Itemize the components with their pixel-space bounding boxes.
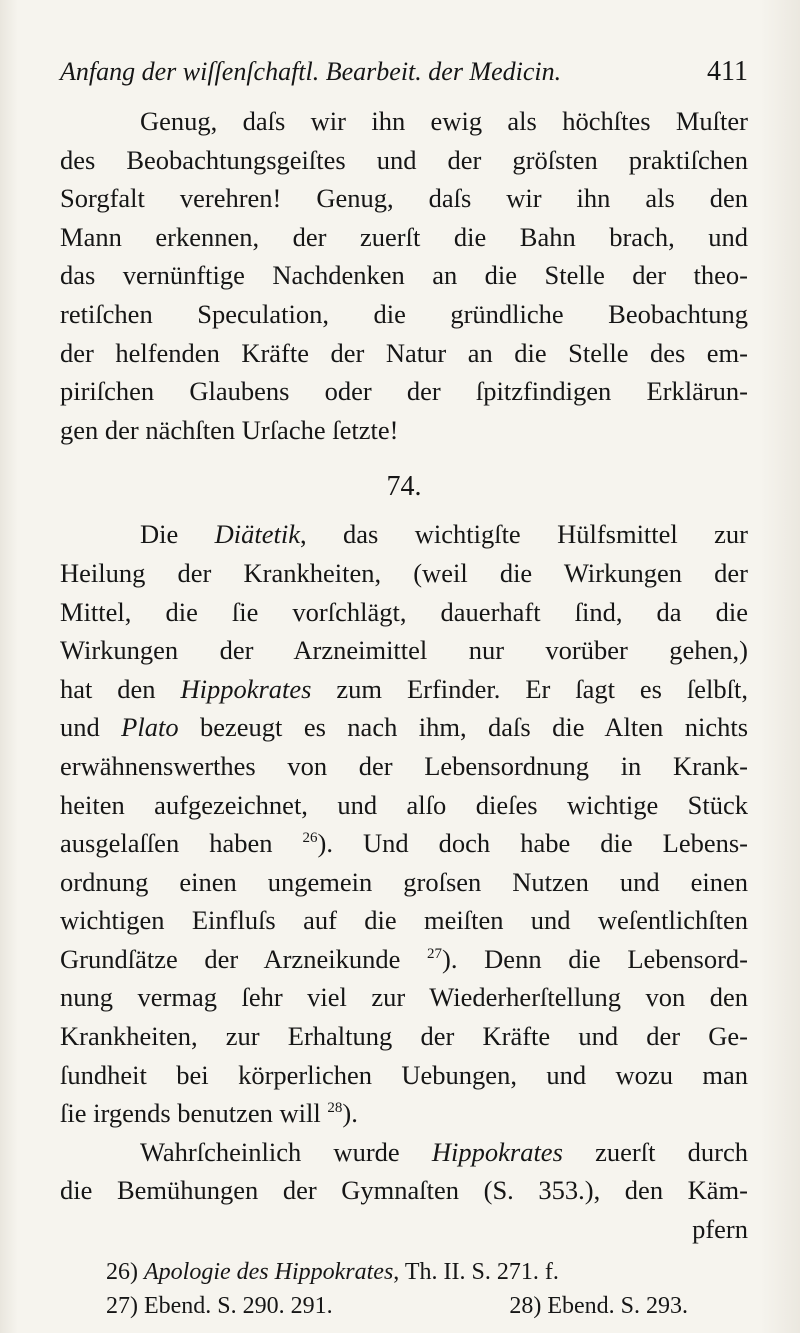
footnote-26 xyxy=(106,1255,748,1289)
text-line xyxy=(60,1094,748,1133)
text-run: zuerſt durch xyxy=(562,1136,748,1167)
text-line: nung vermag ſehr viel zur Wiederherſtellung von den xyxy=(60,982,748,1013)
text-run: und xyxy=(60,712,122,743)
footnote-citation: , Th. II. S. 271. f. xyxy=(393,1258,559,1285)
text-line: Krankheiten, zur Erhaltung der Kräfte und der Ge- xyxy=(60,1021,748,1052)
text-line: der helfenden Kräfte der Natur an die Stelle des em- xyxy=(60,337,748,368)
text-line: ordnung einen ungemein groſsen Nutzen und einen xyxy=(60,866,748,897)
footnote-title: Apologie des Hippokrates xyxy=(144,1258,394,1285)
text-line: wichtigen Einfluſs auf die meiſten und weſentlichſten xyxy=(60,905,748,936)
text-line: gen der nächſten Urſache ſetzte! xyxy=(60,414,399,445)
footnotes xyxy=(60,1255,748,1323)
footnote-ref: 26 xyxy=(302,830,318,847)
footnote-27: 27) Ebend. S. 290. 291. xyxy=(106,1292,333,1319)
text-line: ſundheit bei körperlichen Uebungen, und wozu man xyxy=(60,1059,748,1090)
text-line xyxy=(60,1133,748,1172)
text-run: hat den xyxy=(60,673,181,704)
text-line: Heilung der Krankheiten, (weil die Wirkungen der xyxy=(60,557,748,588)
text-line: Wirkungen der Arzneimittel nur vorüber gehen,) xyxy=(60,635,748,666)
text-run: ausgelaſſen haben xyxy=(60,828,303,859)
text-run: Grundſätze der Arzneikunde xyxy=(60,943,428,974)
text-line: Sorgfalt verehren! Genug, daſs wir ihn als den xyxy=(60,183,748,214)
text-run: bezeugt es nach ihm, daſs die Alten nichts xyxy=(178,712,749,743)
text-run: Wahrſcheinlich wurde xyxy=(140,1136,432,1167)
text-line: retiſchen Speculation, die gründliche Beobachtung xyxy=(60,298,748,329)
footnote-number: 26) xyxy=(106,1258,138,1285)
text-run: ſie irgends benutzen will xyxy=(60,1098,328,1129)
footnote-28: 28) Ebend. S. 293. xyxy=(509,1292,688,1319)
paragraph-1 xyxy=(60,102,748,449)
text-line: piriſchen Glaubens oder der ſpitzfindigen Erklärun- xyxy=(60,376,748,407)
footnote-row xyxy=(106,1289,748,1323)
section-number: 74. xyxy=(386,471,422,503)
italic-term: Diätetik xyxy=(214,519,301,550)
text-run: zum Erfinder. Er ſagt es ſelbſt, xyxy=(311,673,749,704)
text-line xyxy=(60,940,748,979)
running-title: Anfang der wiſſenſchaftl. Bearbeit. der Medicin. xyxy=(60,57,562,86)
paragraph-3 xyxy=(60,1133,748,1249)
italic-name: Plato xyxy=(121,712,179,743)
text-line: die Bemühungen der Gymnaſten (S. 353.), den Käm- xyxy=(60,1175,748,1206)
footnote-ref: 28 xyxy=(327,1100,343,1117)
text-run: ). xyxy=(342,1098,358,1129)
running-header xyxy=(60,56,748,88)
text-line xyxy=(60,824,748,863)
text-run: ). Und doch habe die Lebens- xyxy=(317,828,748,859)
text-run: , das wichtigſte Hülfsmittel zur xyxy=(300,519,748,550)
text-line: heiten aufgezeichnet, und alſo dieſes wichtige Stück xyxy=(60,789,748,820)
text-line: das vernünftige Nachdenken an die Stelle der theo- xyxy=(60,260,748,291)
text-line: Mittel, die ſie vorſchlägt, dauerhaft ſind, da die xyxy=(60,596,748,627)
paragraph-2 xyxy=(60,515,748,1133)
text-line: Mann erkennen, der zuerſt die Bahn brach, und xyxy=(60,221,748,252)
text-line: Genug, daſs wir ihn ewig als höchſtes Muſter xyxy=(140,106,748,136)
page-number: 411 xyxy=(707,56,748,87)
catchword: pfern xyxy=(692,1214,748,1245)
text-run: ). Denn die Lebensord- xyxy=(442,943,748,974)
text-run: Die xyxy=(140,519,215,550)
italic-name: Hippokrates xyxy=(180,673,312,704)
text-line: erwähnenswerthes von der Lebensordnung in Krank- xyxy=(60,750,748,781)
text-line xyxy=(60,670,748,709)
text-line xyxy=(60,708,748,747)
italic-name: Hippokrates xyxy=(431,1136,563,1167)
text-line: des Beobachtungsgeiſtes und der gröſsten praktiſchen xyxy=(60,144,748,175)
text-line xyxy=(60,515,748,554)
footnote-ref: 27 xyxy=(427,945,443,962)
